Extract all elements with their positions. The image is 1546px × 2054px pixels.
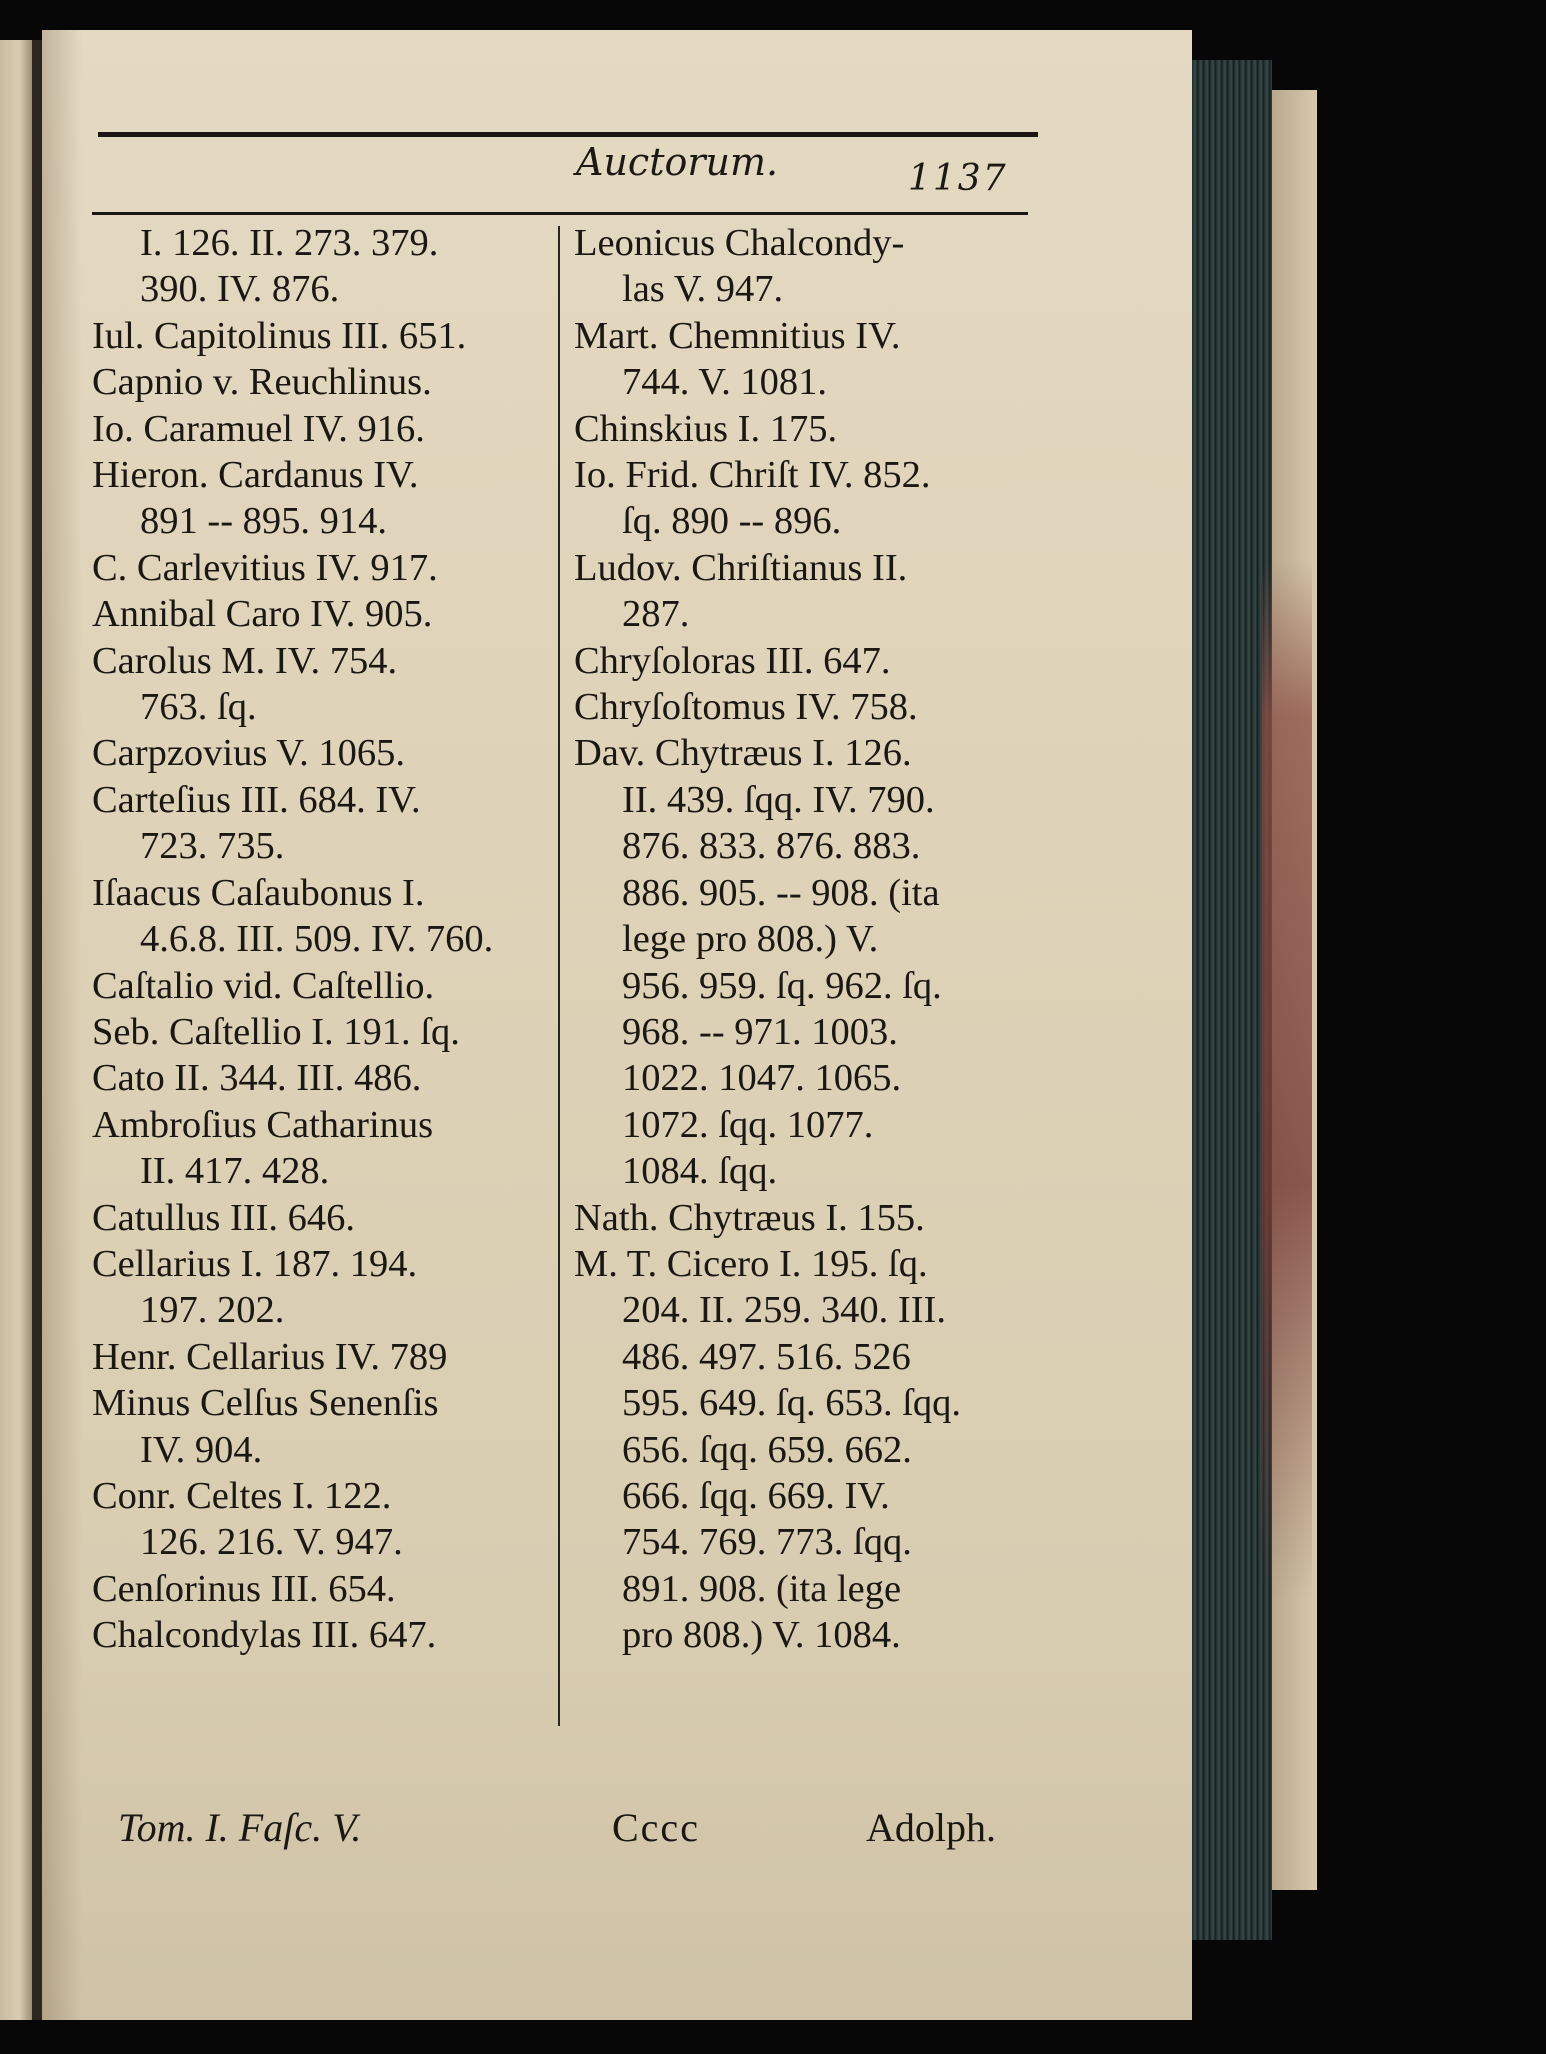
index-entry-line: 876. 833. 876. 883. — [622, 825, 921, 868]
index-entry-line: 968. -- 971. 1003. — [622, 1010, 898, 1053]
index-entry-line: 754. 769. 773. ſqq. — [622, 1521, 912, 1564]
index-entry-line: Iul. Capitolinus III. 651. — [92, 314, 467, 357]
index-entry-line: 287. — [622, 593, 690, 636]
index-entry-line: 595. 649. ſq. 653. ſqq. — [622, 1382, 962, 1425]
index-entry-line: 1072. ſqq. 1077. — [622, 1103, 874, 1146]
book-gutter — [32, 40, 42, 2020]
index-entry-line: Conr. Celtes I. 122. — [92, 1474, 392, 1517]
index-entry-line: C. Carlevitius IV. 917. — [92, 546, 438, 589]
index-entry-line: 886. 905. -- 908. (ita — [622, 871, 940, 914]
index-entry-line: Henr. Cellarius IV. 789 — [92, 1335, 448, 1378]
index-entry-line: Leonicus Chalcondy- — [574, 222, 905, 264]
index-entry-line: II. 439. ſqq. IV. 790. — [622, 778, 935, 821]
index-entry-line: 666. ſqq. 669. IV. — [622, 1474, 890, 1517]
index-entry-line: 656. ſqq. 659. 662. — [622, 1428, 912, 1471]
page-number: 1137 — [908, 158, 1008, 199]
column-divider — [558, 226, 560, 1726]
index-entry-line: Chinskius I. 175. — [574, 407, 838, 450]
index-entry-line: M. T. Cicero I. 195. ſq. — [574, 1242, 928, 1285]
index-entry-line: Chalcondylas III. 647. — [92, 1614, 437, 1657]
index-entry-line: Caſtalio vid. Caſtellio. — [92, 964, 435, 1007]
index-entry-line: 4.6.8. III. 509. IV. 760. — [140, 918, 494, 961]
running-head: Auctorum. — [576, 140, 779, 184]
edge-stain — [1262, 560, 1312, 1600]
index-entry-line: Ambroſius Catharinus — [92, 1103, 434, 1146]
index-entry-line: Iſaacus Caſaubonus I. — [92, 871, 425, 914]
index-entry-line: las V. 947. — [622, 268, 784, 311]
index-entry-line: Io. Caramuel IV. 916. — [92, 407, 425, 450]
index-entry-line: 1022. 1047. 1065. — [622, 1057, 902, 1100]
index-entry-line: Seb. Caſtellio I. 191. ſq. — [92, 1010, 460, 1053]
index-entry-line: Carolus M. IV. 754. — [92, 639, 398, 682]
left-page-edge — [0, 40, 32, 2020]
index-entry-line: Io. Frid. Chriſt IV. 852. — [574, 454, 931, 497]
index-column-right — [574, 220, 1032, 1659]
index-entry-line: 891 -- 895. 914. — [140, 500, 388, 543]
index-entry-line: Catullus III. 646. — [92, 1196, 356, 1239]
footer-catchword: Adolph. — [866, 1805, 996, 1850]
index-entry-line: Chryſoſtomus IV. 758. — [574, 686, 918, 729]
index-entry-line: lege pro 808.) V. — [622, 918, 879, 961]
index-entry-line: 390. IV. 876. — [140, 268, 340, 311]
index-entry-line: 744. V. 1081. — [622, 361, 828, 404]
index-entry-line: Carteſius III. 684. IV. — [92, 778, 421, 821]
index-entry-line: Cellarius I. 187. 194. — [92, 1242, 418, 1285]
index-entry-line: 1084. ſqq. — [622, 1150, 778, 1193]
index-entry-line: 197. 202. — [140, 1289, 285, 1332]
index-entry-line: Capnio v. Reuchlinus. — [92, 361, 432, 404]
index-entry-line: Carpzovius V. 1065. — [92, 732, 406, 775]
index-entry-line: I. 126. II. 273. 379. — [140, 222, 439, 264]
index-entry-line: Nath. Chytræus I. 155. — [574, 1196, 925, 1239]
footer-signature-left: Tom. I. Faſc. V. — [118, 1805, 362, 1850]
page-edges — [1192, 60, 1272, 1940]
index-entry-line: 891. 908. (ita lege — [622, 1567, 902, 1610]
index-entry-line: 723. 735. — [140, 825, 285, 868]
index-entry-line: 956. 959. ſq. 962. ſq. — [622, 964, 942, 1007]
index-entry-line: Hieron. Cardanus IV. — [92, 454, 419, 497]
index-entry-line: pro 808.) V. 1084. — [622, 1614, 901, 1657]
index-entry-line: Dav. Chytræus I. 126. — [574, 732, 912, 775]
index-entry-line: Cato II. 344. III. 486. — [92, 1057, 422, 1100]
index-column-left — [92, 220, 550, 1659]
index-entry-line: 763. ſq. — [140, 686, 257, 729]
top-ornament-rule — [98, 132, 1038, 137]
index-entry-line: Annibal Caro IV. 905. — [92, 593, 433, 636]
index-entry-line: Minus Celſus Senenſis — [92, 1382, 439, 1425]
index-entry-line: Mart. Chemnitius IV. — [574, 314, 901, 357]
index-entry-line: 486. 497. 516. 526 — [622, 1335, 911, 1378]
index-entry-line: II. 417. 428. — [140, 1150, 330, 1193]
footer-signature-mark: Cccc — [612, 1805, 700, 1850]
header-rule — [92, 212, 1028, 215]
index-entry-line: 204. II. 259. 340. III. — [622, 1289, 946, 1332]
page-inner-shade — [42, 30, 82, 2020]
index-entry-line: Ludov. Chriſtianus II. — [574, 546, 908, 589]
index-entry-line: ſq. 890 -- 896. — [622, 500, 842, 543]
index-entry-line: Cenſorinus III. 654. — [92, 1567, 396, 1610]
index-entry-line: 126. 216. V. 947. — [140, 1521, 403, 1564]
index-entry-line: Chryſoloras III. 647. — [574, 639, 891, 682]
index-entry-line: IV. 904. — [140, 1428, 263, 1471]
